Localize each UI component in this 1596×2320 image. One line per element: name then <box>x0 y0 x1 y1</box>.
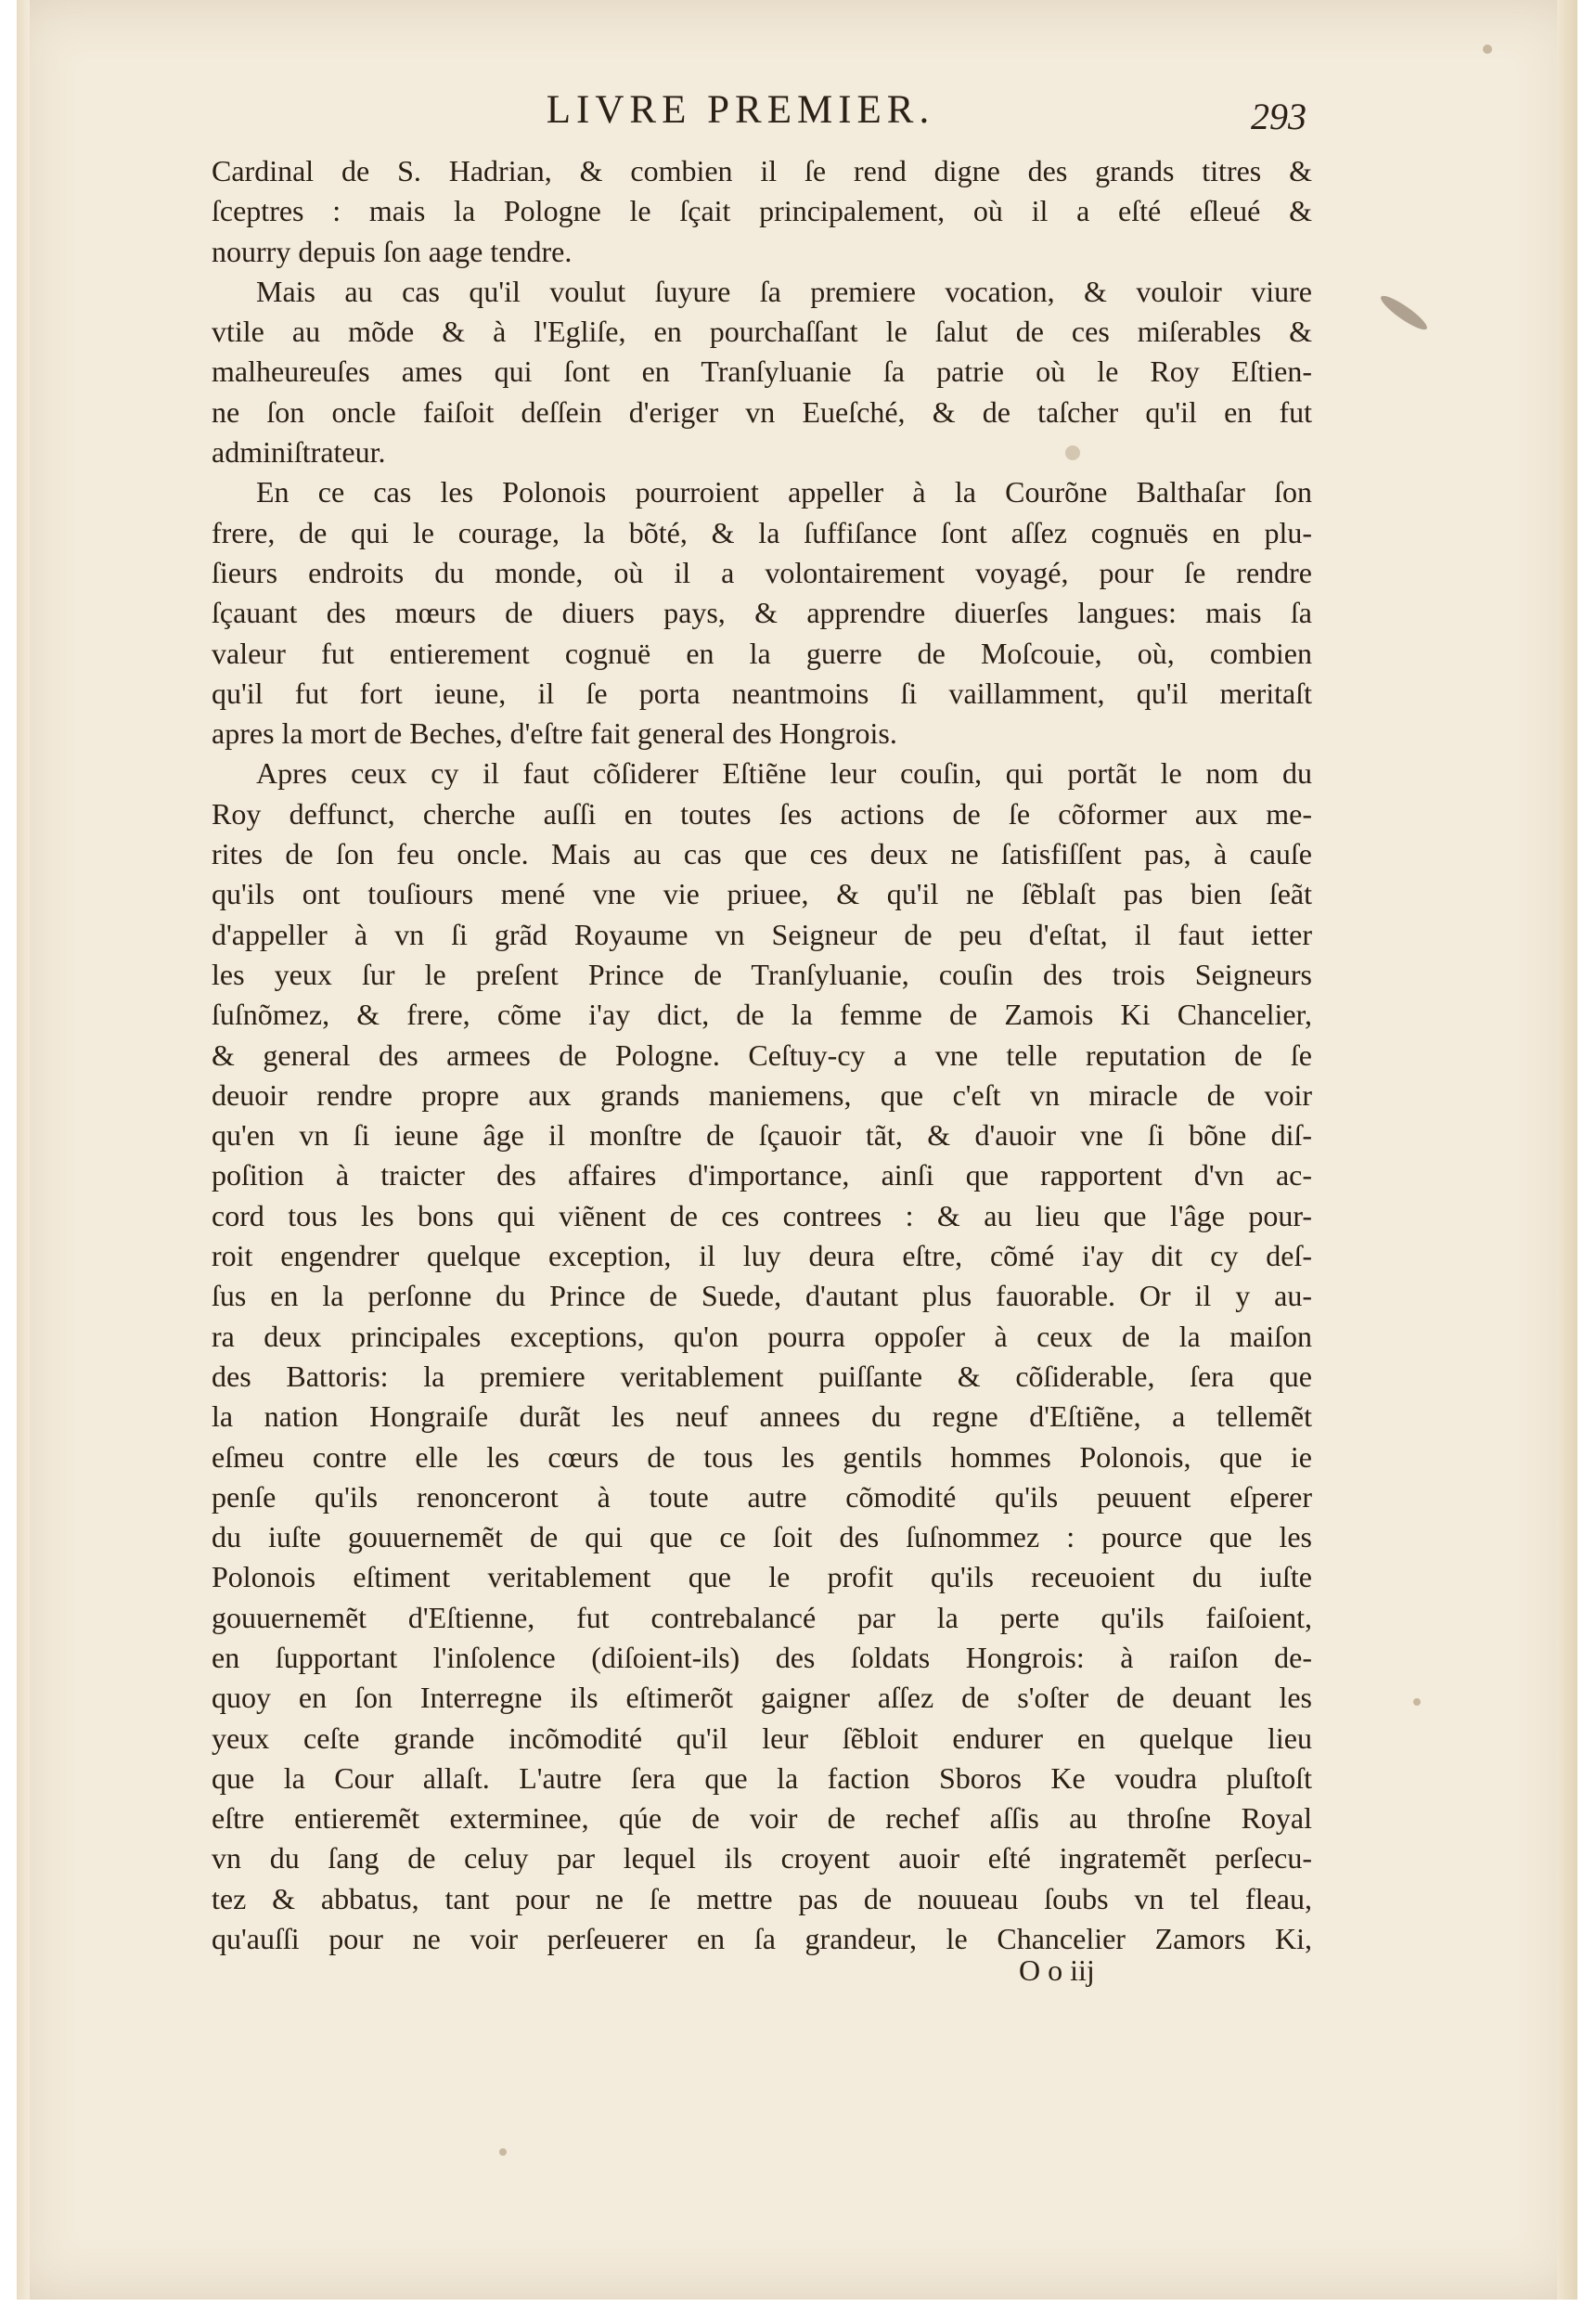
text-line: & general des armees de Pologne. Ceſtuy-cy a vne telle reputation de ſe <box>212 1038 1312 1072</box>
text-line: Cardinal de S. Hadrian, & combien il ſe rend digne des grands titres & <box>212 154 1312 187</box>
text-line: Mais au cas qu'il voulut ſuyure ſa premiere vocation, & vouloir viure <box>256 274 1312 308</box>
text-line: ſus en la perſonne du Prince de Suede, d'autant plus fauorable. Or il y au- <box>212 1279 1312 1313</box>
text-line: eſtre entieremẽt exterminee, qúe de voir de rechef aſſis au throſne Royal <box>212 1801 1312 1836</box>
text-line: rites de ſon feu oncle. Mais au cas que ces deux ne ſatisfiſſent pas, à cauſe <box>212 837 1312 871</box>
text-line: apres la mort de Beches, d'eſtre fait general des Hongrois. <box>212 716 897 751</box>
text-line: adminiſtrateur. <box>212 435 386 470</box>
body-text <box>212 151 1312 1959</box>
text-line: qu'auſſi pour ne voir perſeuerer en ſa grandeur, le Chancelier Zamors Ki, <box>212 1922 1312 1956</box>
text-line: gouuernemẽt d'Eſtienne, fut contrebalancé par la perte qu'ils faiſoient, <box>212 1600 1312 1634</box>
text-line: qu'en vn ſi ieune âge il monſtre de ſçauoir tãt, & d'auoir vne ſi bõne diſ- <box>212 1118 1312 1153</box>
paper-spot <box>1413 1698 1421 1706</box>
text-line: ne ſon oncle faiſoit deſſein d'eriger vn Eueſché, & de taſcher qu'il en fut <box>212 394 1312 429</box>
text-line: Apres ceux cy il faut cõſiderer Eſtiẽne leur couſin, qui portãt le nom du <box>256 756 1312 791</box>
text-line: cord tous les bons qui viẽnent de ces contrees : & au lieu que l'âge pour- <box>212 1198 1312 1232</box>
text-line: En ce cas les Polonois pourroient appeller à la Courõne Balthaſar ſon <box>256 475 1312 509</box>
page-number: 293 <box>1251 96 1306 137</box>
text-line: des Battoris: la premiere veritablement puiſſante & cõſiderable, ſera que <box>212 1359 1312 1393</box>
text-line: tez & abbatus, tant pour ne ſe mettre pas de nouueau ſoubs vn tel fleau, <box>212 1881 1312 1915</box>
text-line: vn du ſang de celuy par lequel ils croyent auoir eſté ingratemẽt perſecu- <box>212 1841 1312 1875</box>
text-line: quoy en ſon Interregne ils eſtimerõt gaigner aſſez de s'oſter de deuant les <box>212 1681 1312 1715</box>
text-line: penſe qu'ils renonceront à toute autre cõmodité qu'ils peuuent eſperer <box>212 1479 1312 1514</box>
text-line: la nation Hongraiſe durãt les neuf annees du regne d'Eſtiẽne, a tellemẽt <box>212 1399 1312 1434</box>
text-line: eſmeu contre elle les cœurs de tous les gentils hommes Polonois, que ie <box>212 1439 1312 1474</box>
text-line: ra deux principales exceptions, qu'on pourra oppoſer à ceux de la maiſon <box>212 1319 1312 1353</box>
text-line: les yeux ſur le preſent Prince de Tranſyluanie, couſin des trois Seigneurs <box>212 957 1312 991</box>
text-line: deuoir rendre propre aux grands maniemens, que c'eſt vn miracle de voir <box>212 1077 1312 1112</box>
page-header <box>17 87 1577 147</box>
page-left-edge <box>17 0 30 2300</box>
text-line: roit engendrer quelque exception, il luy deura eſtre, cõmé i'ay dit cy deſ- <box>212 1239 1312 1273</box>
text-line: nourry depuis ſon aage tendre. <box>212 234 573 268</box>
paper-spot <box>1483 45 1492 54</box>
text-line: en ſupportant l'inſolence (diſoient-ils) des ſoldats Hongrois: à raiſon de- <box>212 1640 1312 1674</box>
paper-spot <box>1065 445 1080 460</box>
text-line: ſuſnõmez, & frere, cõme i'ay dict, de la femme de Zamois Ki Chancelier, <box>212 998 1312 1032</box>
text-line: ſieurs endroits du monde, où il a volontairement voyagé, pour ſe rendre <box>212 555 1312 589</box>
text-line: malheureuſes ames qui ſont en Tranſyluanie ſa patrie où le Roy Eſtien- <box>212 354 1312 389</box>
text-line: vtile au mõde & à l'Egliſe, en pourchaſſant le ſalut de ces miſerables & <box>212 315 1312 349</box>
text-line: du iuſte gouuernemẽt de qui que ce ſoit des ſuſnommez : pource que les <box>212 1520 1312 1554</box>
catchword-signature: O o iij <box>1019 1953 1095 1987</box>
text-line: d'appeller à vn ſi grãd Royaume vn Seigneur de peu d'eſtat, il faut ietter <box>212 917 1312 951</box>
text-line: ſçauant des mœurs de diuers pays, & apprendre diuerſes langues: mais ſa <box>212 596 1312 630</box>
text-line: que la Cour allaſt. L'autre ſera que la faction Sboros Ke voudra pluſtoſt <box>212 1760 1312 1795</box>
text-line: qu'il fut fort ieune, il ſe porta neantmoins ſi vaillamment, qu'il meritaſt <box>212 676 1312 710</box>
paper-spot <box>499 2148 507 2156</box>
text-line: qu'ils ont touſiours mené vne vie priuee, & qu'il ne ſẽblaſt pas bien ſeãt <box>212 877 1312 911</box>
paper-spot <box>1377 291 1430 334</box>
text-line: yeux ceſte grande incõmodité qu'il leur ſẽbloit endurer en quelque lieu <box>212 1721 1312 1755</box>
text-line: Polonois eſtiment veritablement que le profit qu'ils receuoient du iuſte <box>212 1560 1312 1594</box>
running-title: LIVRE PREMIER. <box>546 88 935 132</box>
text-line: Roy deffunct, cherche auſſi en toutes ſes actions de ſe cõformer aux me- <box>212 796 1312 831</box>
text-line: ſceptres : mais la Pologne le ſçait principalement, où il a eſté eſleué & <box>212 194 1312 228</box>
text-line: frere, de qui le courage, la bõté, & la ſuffiſance ſont aſſez cognuës en plu- <box>212 515 1312 549</box>
book-page <box>17 0 1577 2300</box>
text-line: valeur fut entierement cognuë en la guerre de Moſcouie, où, combien <box>212 636 1312 670</box>
text-line: poſition à traicter des affaires d'importance, ainſi que rapportent d'vn ac- <box>212 1158 1312 1192</box>
page-right-edge <box>1557 0 1577 2300</box>
